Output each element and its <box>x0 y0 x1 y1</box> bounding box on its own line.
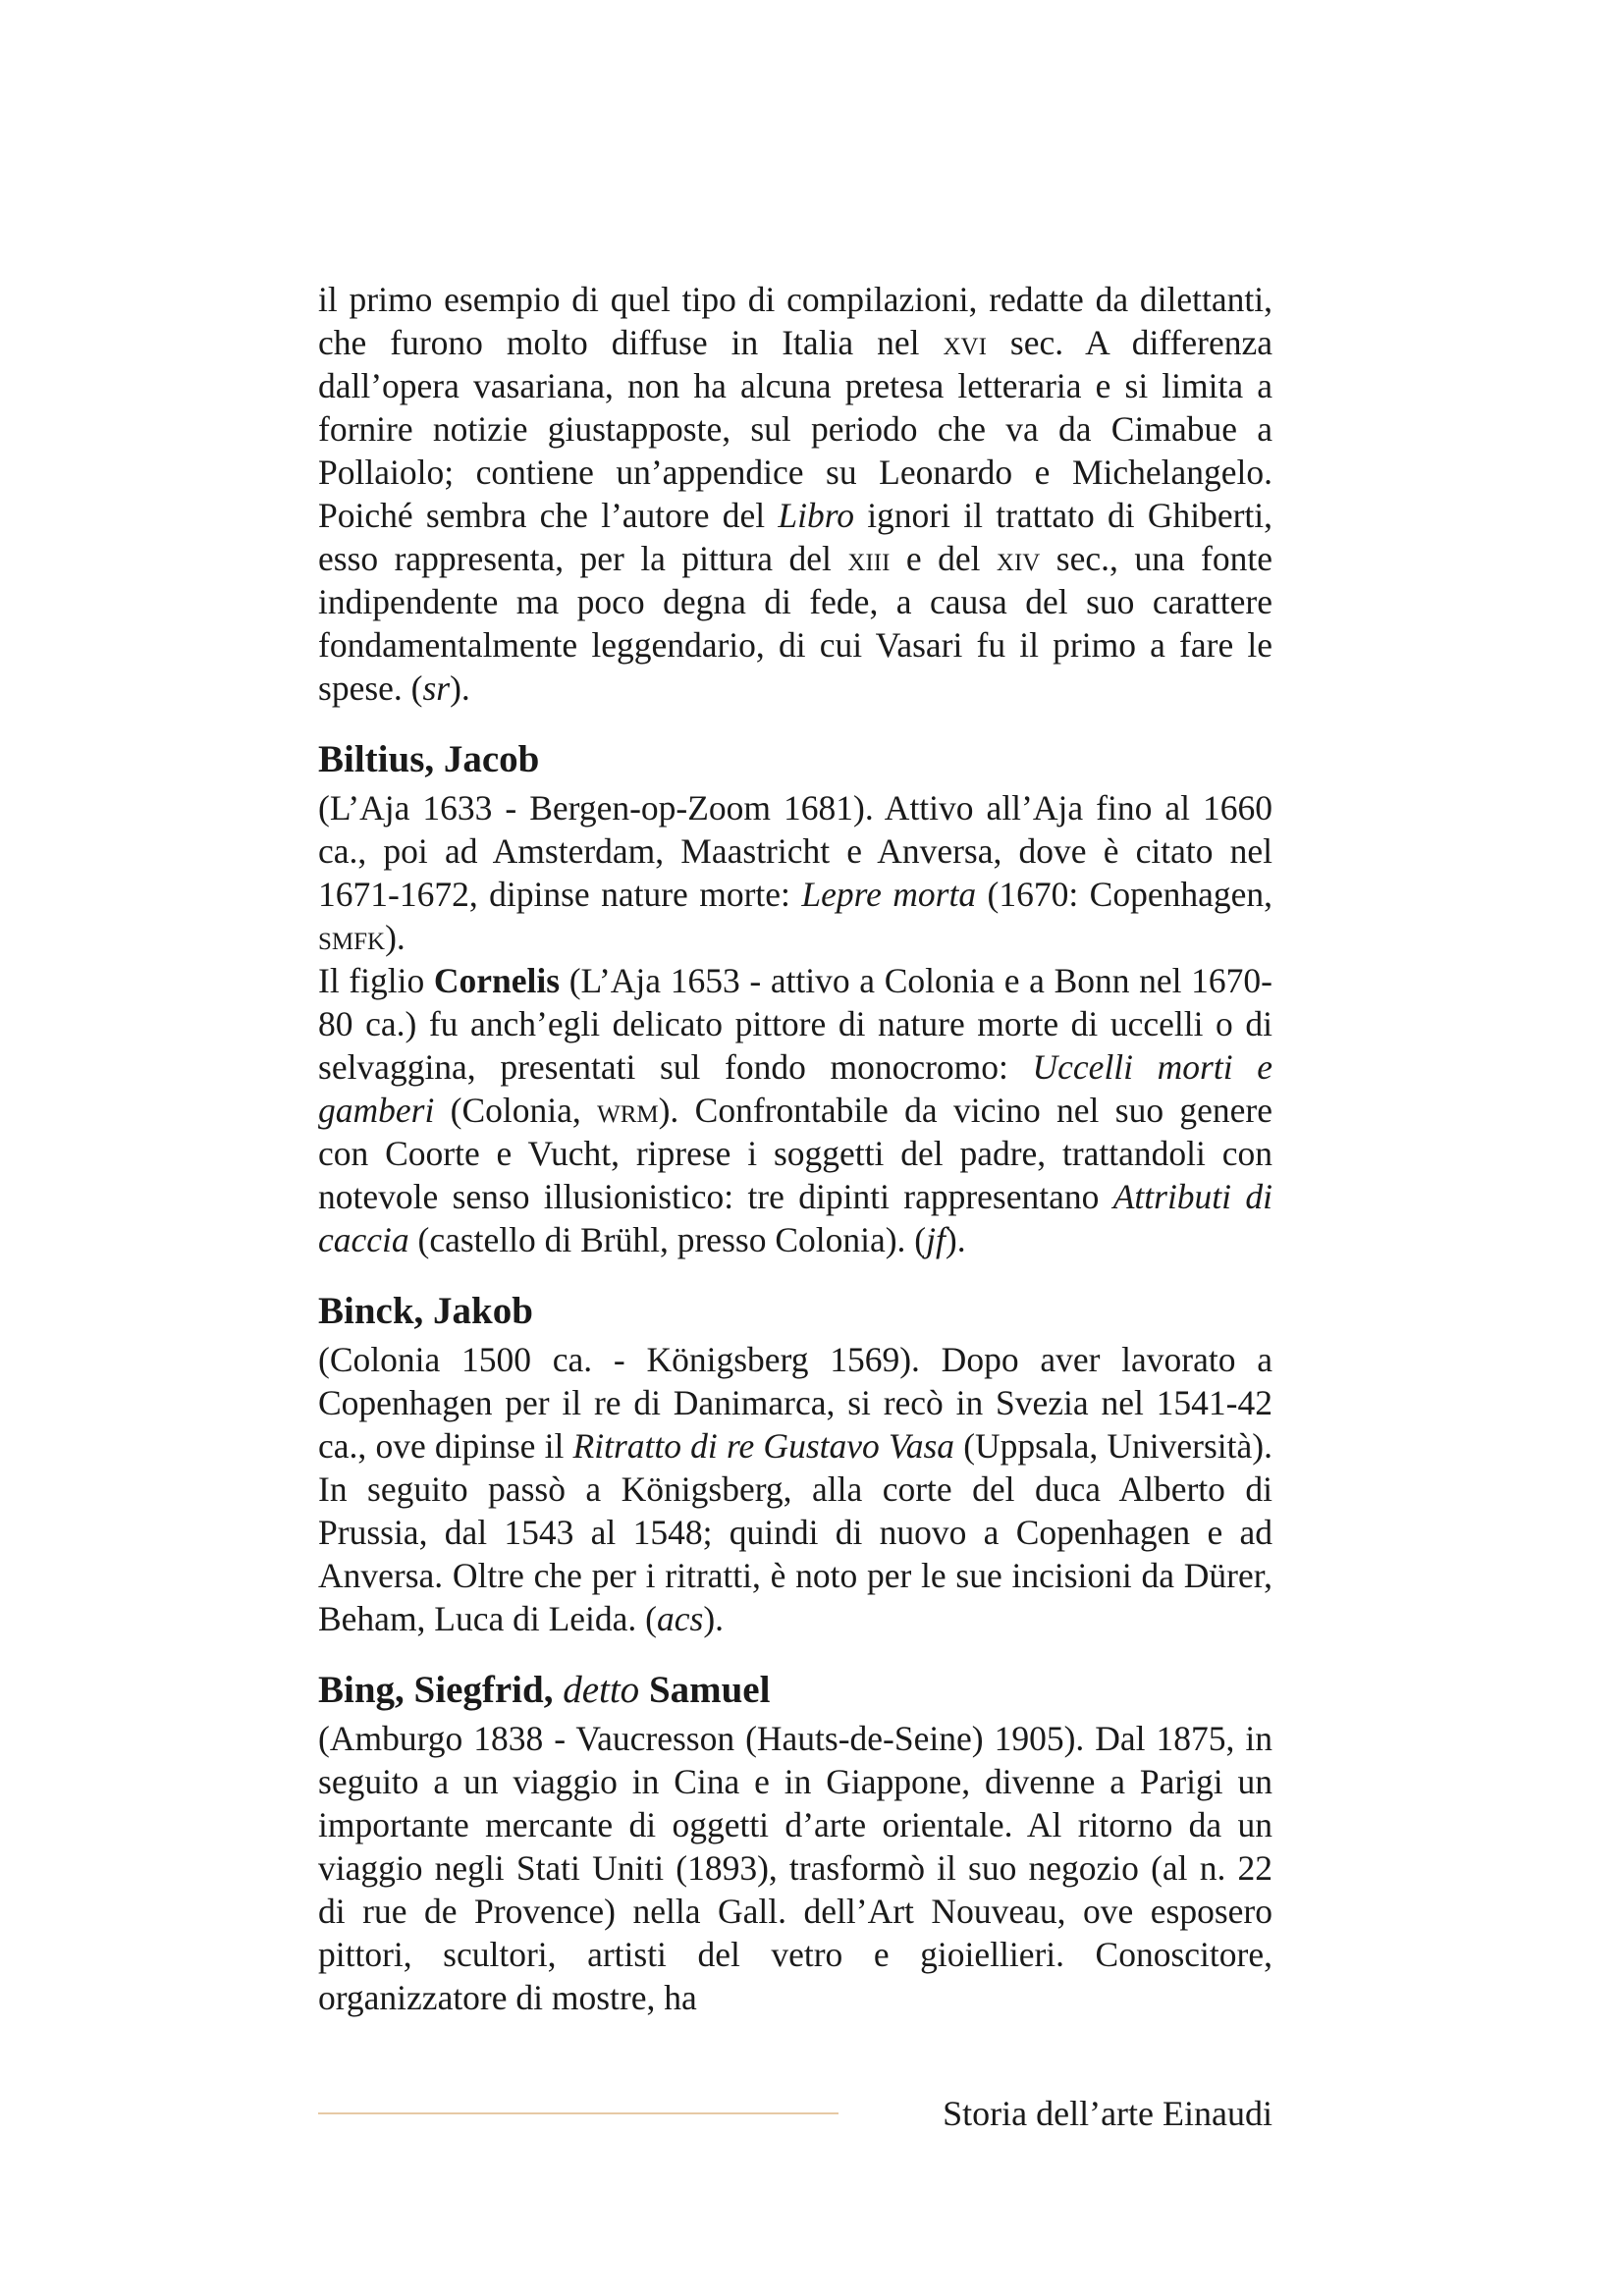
entry-paragraph: Il figlio Cornelis (L’Aja 1653 - attivo a Colonia e a Bonn nel 1670-80 ca.) fu anch’egli delicato pittore di nature morte di uccelli o di selvaggina, presentati sul fondo monocromo: Uccelli morti e gamberi (Colonia, wrm). Confrontabile da vicino nel suo genere con Coorte e Vucht, riprese i soggetti del padre, trattandoli con notevole senso illusionistico: tre dipinti rappresentano Attributi di caccia (castello di Brühl, presso Colonia). (jf). <box>318 961 1272 1259</box>
entry-title: Bing, Siegfrid, detto Samuel <box>318 1669 771 1711</box>
footer-rule <box>318 2112 839 2114</box>
entry-bing <box>318 1668 1272 2019</box>
entry-paragraph: (Amburgo 1838 - Vaucresson (Hauts-de-Seine) 1905). Dal 1875, in seguito a un viaggio in Cina e in Giappone, divenne a Parigi un importante mercante di oggetti d’arte orientale. Al ritorno da un viaggio negli Stati Uniti (1893), trasformò il suo negozio (al n. 22 di rue de Provence) nella Gall. dell’Art Nouveau, ove esposero pittori, scultori, artisti del vetro e gioiellieri. Conoscitore, organizzatore di mostre, ha <box>318 1719 1272 2017</box>
entry-title: Biltius, Jacob <box>318 738 540 780</box>
page-footer <box>318 2089 1272 2138</box>
entry-paragraph: (L’Aja 1633 - Bergen-op-Zoom 1681). Attivo all’Aja fino al 1660 ca., poi ad Amsterdam, Maastricht e Anversa, dove è citato nel 1671-1672, dipinse nature morte: Lepre morta (1670: Copenhagen, smfk). <box>318 788 1272 957</box>
page-body <box>318 278 1272 2019</box>
footer-title: Storia dell’arte Einaudi <box>943 2094 1272 2133</box>
intro-paragraph: il primo esempio di quel tipo di compilazioni, redatte da dilettanti, che furono molto diffuse in Italia nel xvi sec. A differenza dall’opera vasariana, non ha alcuna pretesa letteraria e si limita a fornire notizie giustapposte, sul periodo che va da Cimabue a Pollaiolo; contiene un’appendice su Leonardo e Michelangelo. Poiché sembra che l’autore del Libro ignori il trattato di Ghiberti, esso rappresenta, per la pittura del xiii e del xiv sec., una fonte indipendente ma poco degna di fede, a causa del suo carattere fondamentalmente leggendario, di cui Vasari fu il primo a fare le spese. (sr). <box>318 280 1273 708</box>
entry-binck <box>318 1289 1272 1640</box>
entry-biltius <box>318 737 1272 1261</box>
entry-paragraph: (Colonia 1500 ca. - Königsberg 1569). Dopo aver lavorato a Copenhagen per il re di Danimarca, si recò in Svezia nel 1541-42 ca., ove dipinse il Ritratto di re Gustavo Vasa (Uppsala, Università). In seguito passò a Königsberg, alla corte del duca Alberto di Prussia, dal 1543 al 1548; quindi di nuovo a Copenhagen e ad Anversa. Oltre che per i ritratti, è noto per le sue incisioni da Dürer, Beham, Luca di Leida. (acs). <box>318 1340 1272 1638</box>
entry-title: Binck, Jakob <box>318 1290 533 1332</box>
